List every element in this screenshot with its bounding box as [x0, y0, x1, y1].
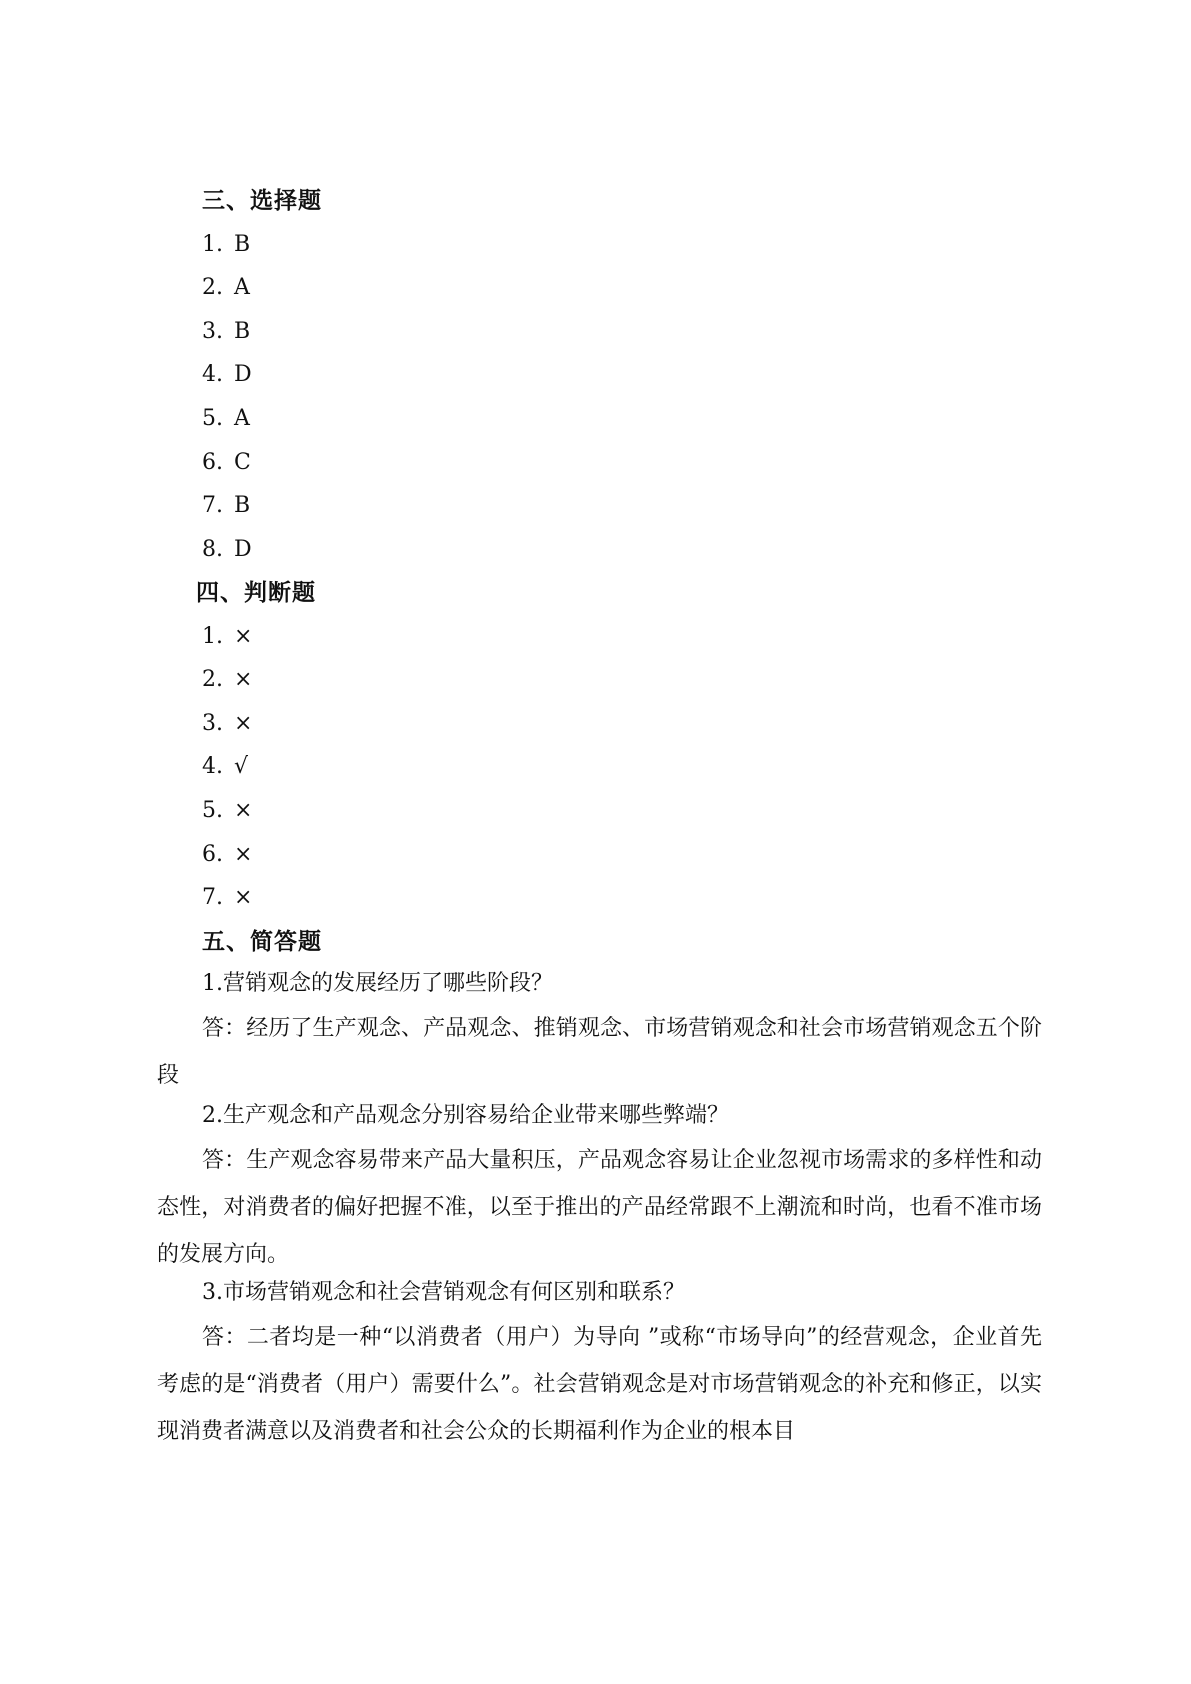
answer-value: C	[234, 450, 251, 475]
answer-value: D	[234, 537, 252, 562]
answer-number: 5.	[202, 798, 223, 823]
answer-value: ×	[234, 711, 253, 736]
answer-number: 2.	[202, 275, 223, 300]
judgment-answer	[202, 883, 252, 913]
answer-2: 答：生产观念容易带来产品大量积压，产品观念容易让企业忽视市场需求的多样性和动态性，对消费者的偏好把握不准，以至于推出的产品经常跟不上潮流和时尚，也看不准市场的发展方向。	[157, 1148, 1042, 1267]
answer-number: 6.	[202, 450, 223, 475]
answer-number: 2.	[202, 667, 223, 692]
judgment-answer	[202, 796, 252, 826]
answer-number: 8.	[202, 537, 223, 562]
answer-value: B	[234, 493, 251, 518]
answer-value: ×	[234, 798, 253, 823]
choice-answer	[202, 230, 250, 260]
answer-value: ×	[234, 842, 253, 867]
question-2: 2.生产观念和产品观念分别容易给企业带来哪些弊端？	[202, 1103, 729, 1128]
answer-value: B	[234, 232, 251, 257]
answer-number: 3.	[202, 319, 223, 344]
answer-value: √	[234, 754, 249, 779]
judgment-answer	[202, 622, 252, 652]
answer-1: 答：经历了生产观念、产品观念、推销观念、市场营销观念和社会市场营销观念五个阶段	[157, 1016, 1042, 1088]
choice-answer	[202, 360, 252, 390]
choice-answer	[202, 448, 251, 478]
judgment-answer	[202, 665, 252, 695]
judgment-answer	[202, 709, 252, 739]
question-3: 3.市场营销观念和社会营销观念有何区别和联系？	[202, 1280, 685, 1305]
section-heading-choice: 三、选择题	[202, 188, 322, 214]
answer-value: A	[234, 275, 250, 300]
answer-number: 4.	[202, 362, 223, 387]
section-heading-judgment: 四、判断题	[196, 580, 316, 606]
answer-number: 5.	[202, 406, 223, 431]
choice-answer	[202, 317, 250, 347]
answer-value: ×	[234, 624, 253, 649]
answer-number: 1.	[202, 232, 223, 257]
question-1: 1.营销观念的发展经历了哪些阶段？	[202, 971, 553, 996]
answer-number: 7.	[202, 493, 223, 518]
choice-answer	[202, 404, 250, 434]
answer-value: A	[234, 406, 250, 431]
choice-answer	[202, 491, 250, 521]
answer-number: 6.	[202, 842, 223, 867]
answer-value: ×	[234, 667, 253, 692]
judgment-answer	[202, 840, 252, 870]
answer-value: D	[234, 362, 252, 387]
choice-answer	[202, 535, 252, 565]
answer-number: 7.	[202, 885, 223, 910]
choice-answer	[202, 273, 250, 303]
answer-number: 4.	[202, 754, 223, 779]
answer-3: 答：二者均是一种“以消费者（用户）为导向 ”或称“市场导向”的经营观念，企业首先考虑的是“消费者（用户）需要什么”。社会营销观念是对市场营销观念的补充和修正，以实现消费者满意以及消费者和社会公众的长期福利作为企业的根本目	[157, 1325, 1042, 1444]
answer-number: 3.	[202, 711, 223, 736]
section-heading-short-answer: 五、简答题	[202, 929, 322, 955]
answer-number: 1.	[202, 624, 223, 649]
answer-value: B	[234, 319, 251, 344]
judgment-answer	[202, 752, 248, 782]
answer-value: ×	[234, 885, 253, 910]
